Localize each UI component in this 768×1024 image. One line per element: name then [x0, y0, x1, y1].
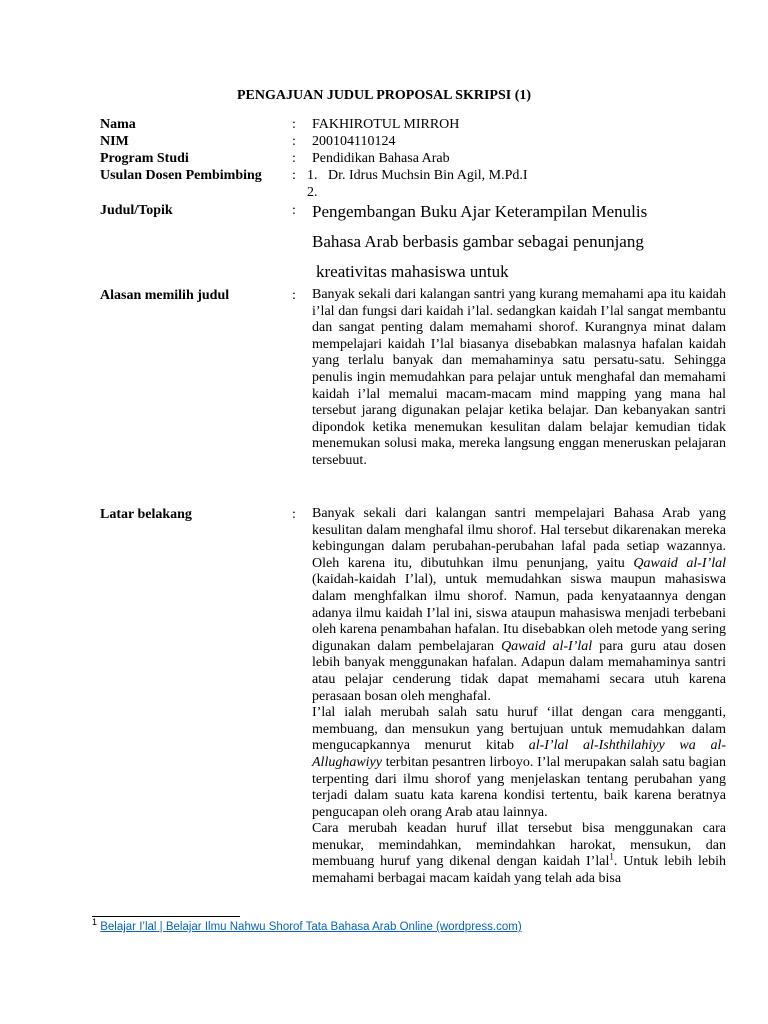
colon-judul-topik: : — [292, 203, 296, 218]
term-qawaid-al-ilal: Qawaid al-I’lal — [633, 555, 726, 571]
colon-program-studi: : — [292, 151, 296, 166]
latar-paragraph-3 — [312, 821, 726, 887]
term-kitab-title: al-I’lal al-Ishthilahiyy wa al-Allughawiyy — [312, 738, 726, 770]
judul-line-1: Pengembangan Buku Ajar Keterampilan Menulis — [312, 202, 648, 221]
footnote — [92, 917, 522, 933]
label-nama: Nama — [100, 117, 136, 132]
latar-p2-part-a: I’lal ialah merubah salah satu huruf ‘illat dengan cara mengganti, membuang, dan mensukun yang bertujuan untuk memudahkan dalam mengucapkannya menurut kitab — [312, 705, 726, 754]
judul-topik-text — [312, 197, 742, 287]
judul-line-2: Bahasa Arab berbasis gambar sebagai penunjang — [312, 232, 644, 251]
label-latar-belakang: Latar belakang — [100, 507, 192, 522]
dosen-item-2: 2. — [307, 185, 318, 200]
value-nim: 200104110124 — [312, 134, 396, 149]
footnote-number: 1 — [92, 917, 98, 928]
colon-nim: : — [292, 134, 296, 149]
judul-line-3: kreativitas mahasiswa untuk — [316, 262, 509, 281]
latar-paragraph-2 — [312, 705, 726, 821]
label-program-studi: Program Studi — [100, 151, 189, 166]
latar-p3-part-a: Cara merubah keadan huruf illat tersebut bisa menggunakan cara menukar, memindahkan, memindahkan harokat, mensukun, dan membuang huruf yang dikenal dengan kaidah I’lal — [312, 821, 726, 870]
colon-latar-belakang: : — [292, 507, 296, 522]
label-judul-topik: Judul/Topik — [100, 203, 173, 218]
footnote-reference[interactable]: 1 — [609, 851, 614, 862]
latar-p1-part-b: (kaidah-kaidah I’lal), untuk memudahkan siswa maupun mahasiswa dalam menghfalkan ilmu shorof. Namun, pada kenyataannya dengan adanya ilmu kaidah I’lal ini, siswa ataupun mahasiswa menjadi terbebani oleh karena penambahan hafalan. Itu disebabkan oleh metode yang sering digunakan dalam pembelajaran — [312, 572, 726, 654]
colon-nama: : — [292, 117, 296, 132]
footnote-link[interactable]: Belajar I’lal | Belajar Ilmu Nahwu Shorof Tata Bahasa Arab Online (wordpress.com) — [100, 921, 522, 933]
footnote-separator — [92, 916, 240, 917]
term-qawaid-al-ilal-2: Qawaid al-I’lal — [501, 638, 593, 654]
latar-p1-part-c: para guru atau dosen lebih banyak menggunakan hafalan. Adapun dalam memahaminya santri atau pelajar cenderung tidak dapat memahami secara utuh karena perasaan bosan oleh menghafal. — [312, 638, 727, 704]
alasan-paragraph — [312, 287, 726, 470]
latar-belakang-body — [312, 506, 726, 888]
dosen-item-1: 1. Dr. Idrus Muchsin Bin Agil, M.Pd.I — [307, 168, 528, 183]
latar-p2-part-b: terbitan pesantren lirboyo. I’lal merupakan salah satu bagian terpenting dari ilmu shorof yang menjelaskan tentang perubahan yang terjadi dalam suatu kata karena kondisi tertentu, baik karena beratnya pengucapan oleh orang Arab atau lainnya. — [312, 754, 726, 820]
label-nim: NIM — [100, 134, 129, 149]
alasan-text: Banyak sekali dari kalangan santri yang kurang memahami apa itu kaidah i’lal dan fungsi dari kaidah i’lal. sedangkan kaidah I’lal sangat membantu dan sangat penting dalam memahami shorof. Kurangnya minat dalam mempelajari kaidah I’lal biasanya disebabkan malasnya hafalan kaidah yang terlalu banyak dan memahaminya satu persatu-satu. Sehingga penulis ingin memudahkan para pelajar untuk menghafal dan memahami kaidah i’lal memalui macam-macam mind mapping yang mana hal tersebut jarang digunakan pelajar ketika belajar. Dan kebanyakan santri dipondok ketika menemukan kesulitan dalam belajar kemudian tidak menemukan solusi maka, mereka langsung enggan meneruskan pelajaran tersebuut. — [312, 287, 726, 468]
colon-dosen-pembimbing: : — [292, 168, 296, 183]
latar-paragraph-1 — [312, 506, 726, 705]
value-nama: FAKHIROTUL MIRROH — [312, 117, 460, 132]
latar-p1-part-a: Banyak sekali dari kalangan santri mempelajari Bahasa Arab yang kesulitan dalam menghafal ilmu shorof. Hal tersebut dikarenakan mereka kebingungan dalam perubahan-perubahan lafal pada setiap wazannya. Oleh karena itu, dibutuhkan ilmu penunjang, yaitu — [312, 506, 726, 571]
label-alasan: Alasan memilih judul — [100, 288, 230, 303]
label-dosen-pembimbing: Usulan Dosen Pembimbing — [100, 168, 262, 183]
latar-p3-part-b: . Untuk lebih lebih memahami berbagai macam kaidah yang telah ada bisa — [312, 854, 726, 887]
value-program-studi: Pendidikan Bahasa Arab — [312, 151, 450, 166]
document-title: PENGAJUAN JUDUL PROPOSAL SKRIPSI (1) — [236, 88, 532, 103]
colon-alasan: : — [292, 288, 296, 303]
